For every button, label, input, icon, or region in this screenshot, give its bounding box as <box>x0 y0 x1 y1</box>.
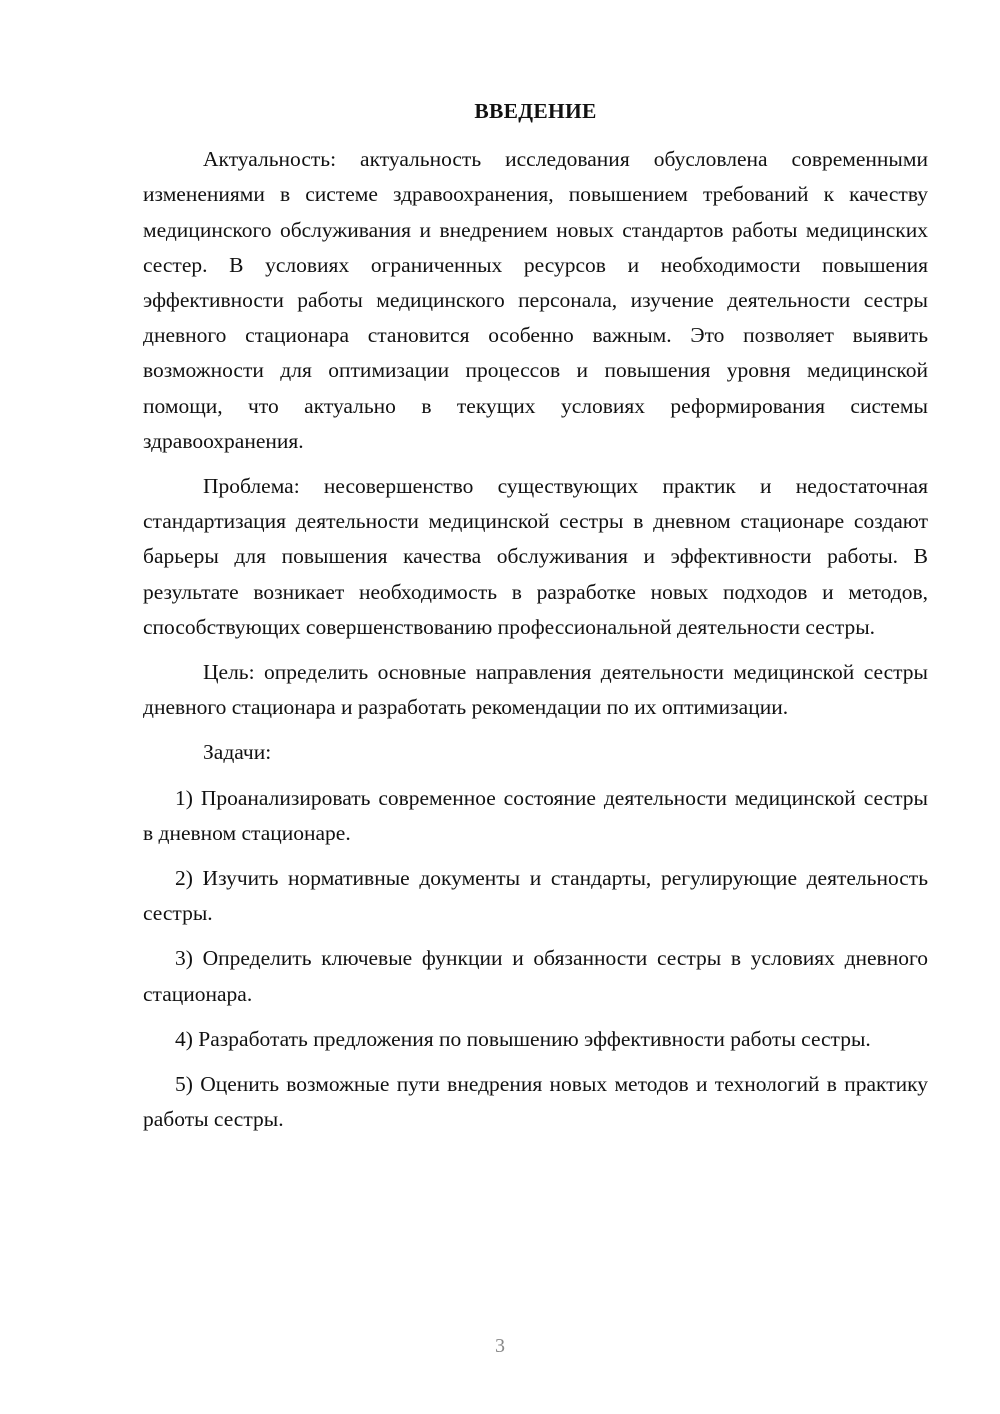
page-number: 3 <box>495 1335 505 1357</box>
task-item-5: 5) Оценить возможные пути внедрения новых методов и технологий в практику работы сестры. <box>143 1072 928 1132</box>
task-item-4: 4) Разработать предложения по повышению эффективности работы сестры. <box>175 1026 871 1051</box>
paragraph-relevance: Актуальность: актуальность исследования обусловлена современными изменениями в системе здравоохранения, повышением требований к качеству медицинского обслуживания и внедрением новых стандартов работы медицинских сестер. В условиях ограниченных ресурсов и необходимости повышения эффективности работы медицинского персонала, изучение деятельности сестры дневного стационара становится особенно важным. Это позволяет выявить возможности для оптимизации процессов и повышения уровня медицинской помощи, что актуально в текущих условиях реформирования системы здравоохранения. <box>143 147 928 453</box>
tasks-heading: Задачи: <box>203 740 272 765</box>
section-title: ВВЕДЕНИЕ <box>474 99 597 123</box>
document-body <box>143 94 928 1147</box>
task-item-1: 1) Проанализировать современное состояние деятельности медицинской сестры в дневном стационаре. <box>143 785 928 845</box>
paragraph-goal: Цель: определить основные направления деятельности медицинской сестры дневного стационара и разработать рекомендации по их оптимизации. <box>143 660 928 720</box>
task-item-3: 3) Определить ключевые функции и обязанности сестры в условиях дневного стационара. <box>143 946 928 1006</box>
task-item-2: 2) Изучить нормативные документы и стандарты, регулирующие деятельность сестры. <box>143 866 928 926</box>
paragraph-problem: Проблема: несовершенство существующих практик и недостаточная стандартизация деятельности медицинской сестры в дневном стационаре создают барьеры для повышения качества обслуживания и эффективности работы. В результате возникает необходимость в разработке новых подходов и методов, способствующих совершенствованию профессиональной деятельности сестры. <box>143 474 928 639</box>
